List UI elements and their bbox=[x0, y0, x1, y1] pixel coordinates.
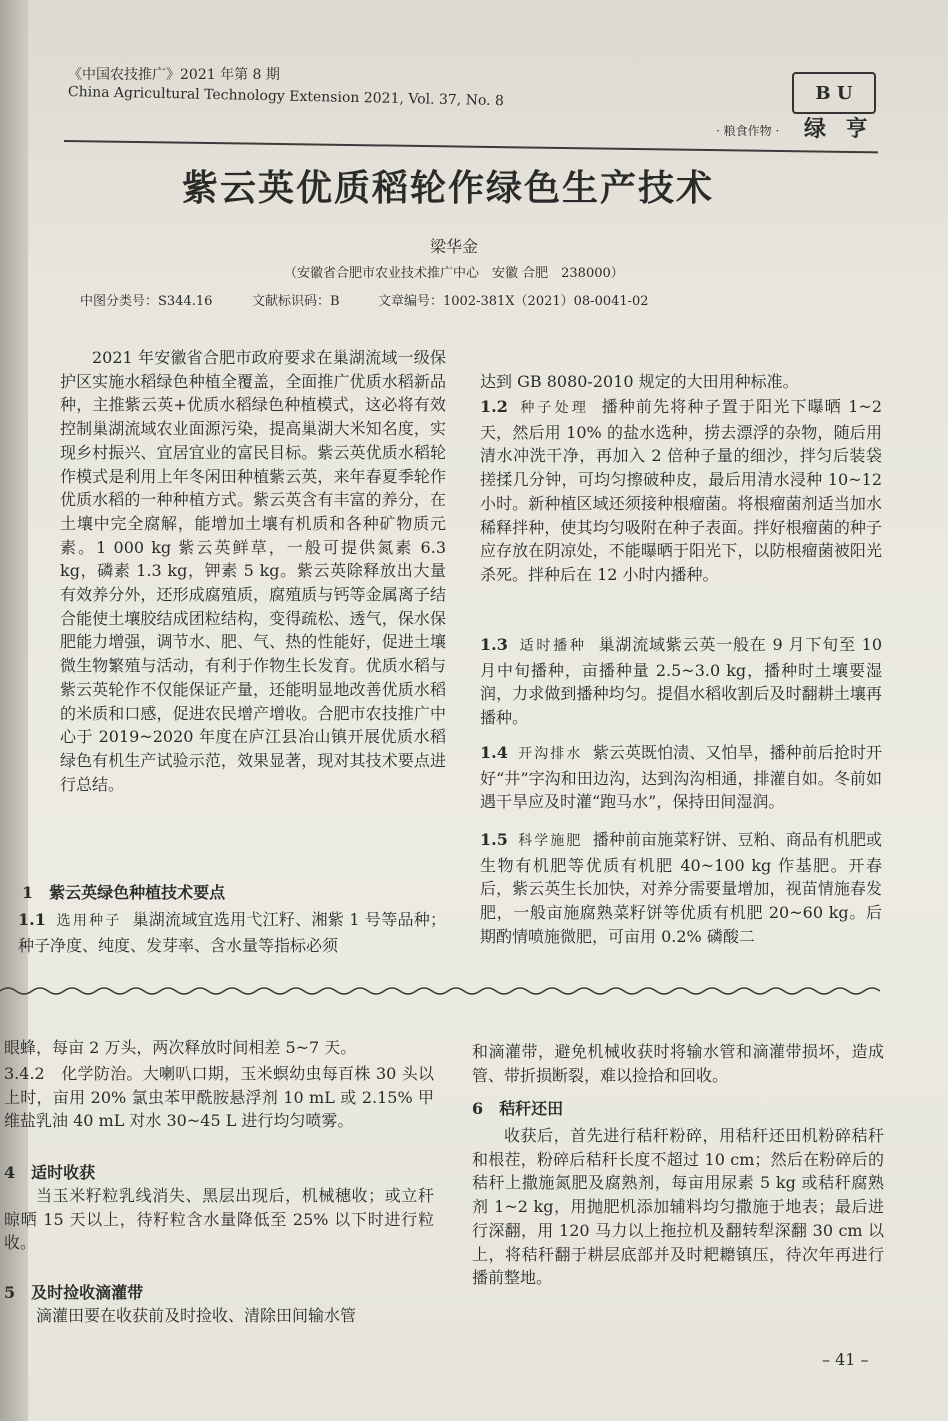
lower-right-cont: 和滴灌带，避免机械收获时将输水管和滴灌带损坏，造成管、带折损断裂，难以捡拾和回收。 bbox=[472, 1042, 884, 1085]
section-1-4 bbox=[480, 741, 882, 814]
section-1-2 bbox=[480, 395, 882, 587]
article-title: 紫云英优质稻轮作绿色生产技术 bbox=[182, 167, 715, 209]
section-title: 适时播种 bbox=[519, 638, 587, 654]
section-4-text: 当玉米籽粒乳线消失、黑层出现后，机械穗收；或立秆晾晒 15 天以上，待籽粒含水量降低至 25% 以下时进行粒收。 bbox=[4, 1186, 434, 1253]
section-number: 1.3 bbox=[480, 635, 508, 654]
article-number: 文章编号：1002-381X（2021）08-0041-02 bbox=[378, 294, 649, 309]
heading-5: 5 及时捡收滴灌带 bbox=[4, 1283, 144, 1302]
logo-subtitle: 绿 亨 bbox=[804, 116, 874, 142]
section-title: 科学施肥 bbox=[518, 833, 583, 849]
heading-1: 1 紫云英绿色种植技术要点 bbox=[22, 883, 226, 902]
publisher-logo bbox=[792, 72, 876, 114]
section-text: 巢湖流域宜选用弋江籽、湘紫 1 号等品种；种子净度、纯度、发芽率、含水量等指标必须 bbox=[18, 910, 447, 955]
intro-paragraph: 2021 年安徽省合肥市政府要求在巢湖流域一级保护区实施水稻绿色种植全覆盖，全面推广优质水稻新品种，主推紫云英+优质水稻绿色种植模式，这必将有效控制巢湖流域农业面源污染，提高巢湖大米知名度，实现乡村振兴、宜居宜业的富民目标。紫云英优质水稻轮作模式是利用上年冬闲田种植紫云英，来年春夏季轮作优质水稻的一种种植方式。紫云英含有丰富的养分，在土壤中完全腐解，能增加土壤有机质和各种矿物质元素。1 000 kg 紫云英鲜草，一般可提供氮素 6.3 kg，磷素 1.3 kg，钾素 5 kg。紫云英除释放出大量有效养分外，还形成腐殖质，腐殖质与钙等金属离子结合能使土壤胶结成团粒结构，变得疏松、透气，保水保肥能力增强，调节水、肥、气、热的性能好，促进土壤微生物繁殖与活动，有利于作物生长发育。优质水稻与紫云英轮作不仅能保证产量，还能明显地改善优质水稻的米质和口感，促进农民增产增收。合肥市农技推广中心于 2019~2020 年度在庐江县冶山镇开展优质水稻绿色有机生产试验示范，效果显著，现对其技术要点进行总结。 bbox=[60, 348, 446, 794]
section-1-1 bbox=[18, 908, 446, 957]
section-number: 1.4 bbox=[480, 743, 508, 762]
page-number: – 41 – bbox=[822, 1350, 869, 1369]
section-title: 种子处理 bbox=[520, 400, 590, 416]
logo-text: B U bbox=[815, 82, 853, 104]
continued-text: 达到 GB 8080-2010 规定的大田用种标准。 bbox=[480, 372, 799, 391]
section-number: 1.1 bbox=[18, 910, 46, 929]
section-text: 播种前先将种子置于阳光下曝晒 1~2 天，然后用 10% 的盐水选种，捞去漂浮的杂物，随后用清水冲洗干净，再加入 2 倍种子量的细沙，拌匀后装袋搓揉几分钟，可均匀擦破种皮，最后用清水浸种 10~12 小时。新种植区域还须接种根瘤菌。将根瘤菌剂适当加水稀释拌种，使其均匀吸附在种子表面。拌好根瘤菌的种子应存放在阴凉处，不能曝晒于阳光下，以防根瘤菌被阳光杀死。拌种后在 12 小时内播种。 bbox=[480, 397, 882, 584]
section-text: 播种前亩施菜籽饼、豆粕、商品有机肥或生物有机肥等优质有机肥 40~100 kg 作基肥。开春后，紫云英生长加快，对养分需要量增加，视苗情施春发肥，一般亩施腐熟菜籽饼等优质有机肥 20~60 kg。后期酌情喷施微肥，可亩用 0.2% 磷酸二 bbox=[480, 830, 883, 946]
heading-4: 4 适时收获 bbox=[4, 1163, 96, 1182]
article-divider bbox=[0, 985, 900, 997]
section-number: 1.2 bbox=[480, 397, 508, 416]
section-5-text: 滴灌田要在收获前及时捡收、清除田间输水管 bbox=[36, 1306, 357, 1325]
section-1-5 bbox=[480, 828, 882, 949]
section-title: 选用种子 bbox=[56, 913, 122, 929]
section-6-text: 收获后，首先进行秸秆粉碎，用秸秆还田机粉碎秸秆和根茬，粉碎后秸秆长度不超过 10 cm；然后在粉碎后的秸秆上撒施氮肥及腐熟剂，每亩用尿素 5 kg 或秸秆腐熟剂 1~2 kg，用抛肥机添加辅料均匀撒施于地表；最后进行深翻，用 120 马力以上拖拉机及翻转犁深翻 30 cm 以上，将秸秆翻于耕层底部并及时耙耱镇压，待次年再进行播前整地。 bbox=[472, 1126, 884, 1288]
section-1-3 bbox=[480, 633, 882, 730]
journal-name-cn: 《中国农技推广》2021 年第 8 期 bbox=[68, 67, 280, 83]
author-affiliation: （安徽省合肥市农业技术推广中心 安徽 合肥 238000） bbox=[284, 266, 624, 281]
section-text: 巢湖流域紫云英一般在 9 月下旬至 10 月中旬播种，亩播种量 2.5~3.0 kg，播种时土壤要湿润，力求做到播种均匀。提倡水稻收割后及时翻耕土壤再播种。 bbox=[480, 635, 883, 728]
section-text: 紫云英既怕渍、又怕旱，播种前后抢时开好“井”字沟和田边沟，达到沟沟相通，排灌自如。冬前如遇干旱应及时灌“跑马水”，保持田间湿润。 bbox=[480, 743, 883, 812]
article-author: 梁华金 bbox=[430, 237, 479, 256]
section-title: 开沟排水 bbox=[518, 746, 583, 762]
section-tag: · 粮食作物 · bbox=[716, 124, 780, 138]
header-rule bbox=[64, 140, 878, 153]
journal-name-en: China Agricultural Technology Extension 2021, Vol. 37, No. 8 bbox=[67, 84, 505, 110]
classification-number: 中图分类号：S344.16 bbox=[80, 294, 213, 309]
section-number: 1.5 bbox=[480, 830, 508, 849]
heading-6: 6 秸秆还田 bbox=[472, 1099, 564, 1118]
lower-left-cont: 眼蜂，每亩 2 万头，两次释放时间相差 5~7 天。 bbox=[4, 1038, 357, 1057]
document-code: 文献标识码：B bbox=[252, 294, 340, 309]
section-3-4-2: 3.4.2 化学防治。大喇叭口期，玉米螟幼虫每百株 30 头以上时，亩用 20% 氯虫苯甲酰胺悬浮剂 10 mL 或 2.15% 甲维盐乳油 40 mL 对水 30~45 L 进行均匀喷雾。 bbox=[4, 1064, 434, 1131]
